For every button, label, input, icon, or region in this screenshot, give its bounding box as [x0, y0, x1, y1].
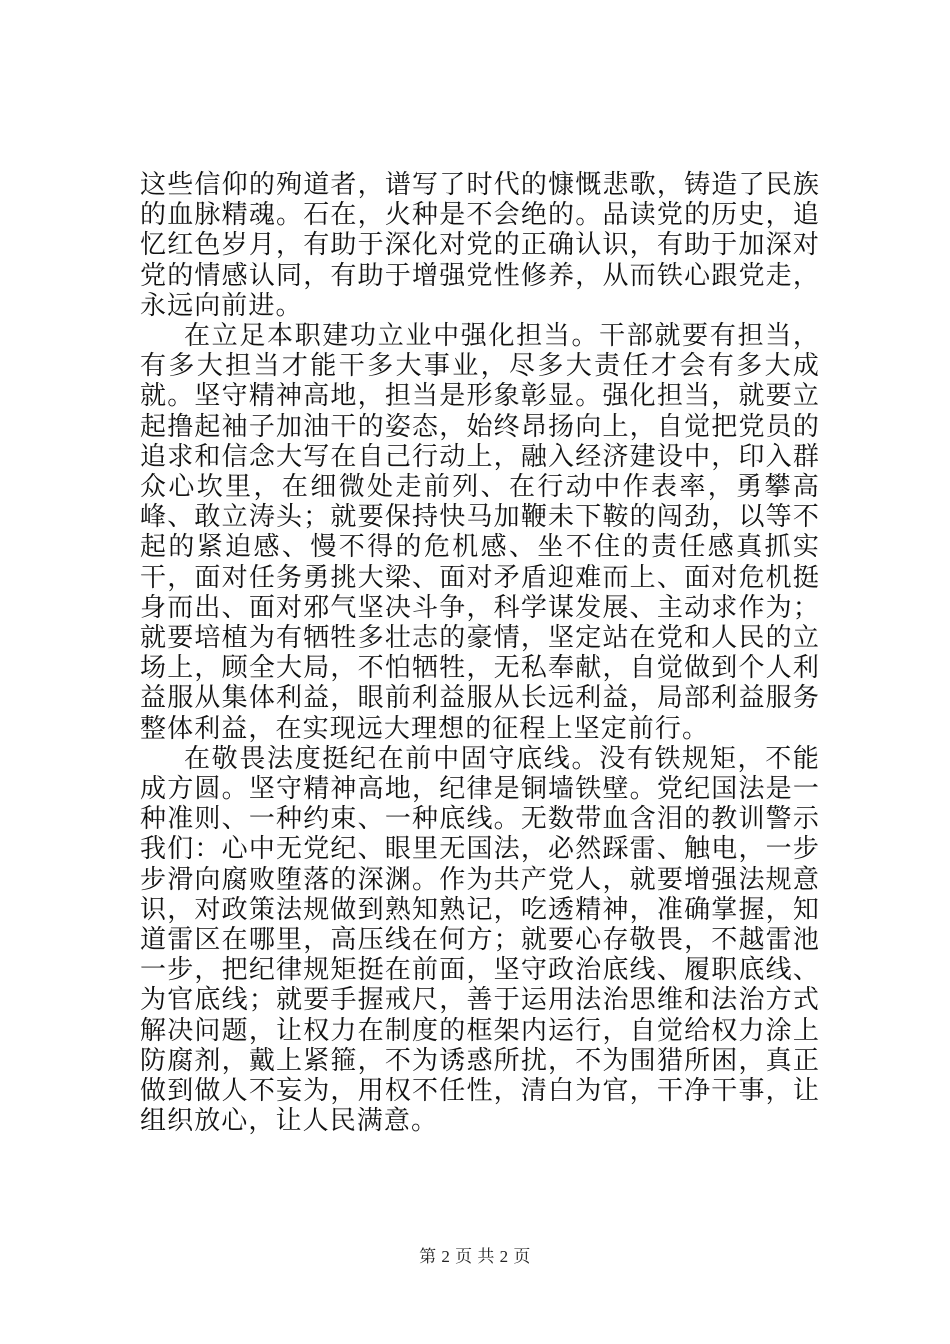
- paragraph-discipline: 在敬畏法度挺纪在前中固守底线。没有铁规矩，不能成方圆。坚守精神高地，纪律是铜墙铁壁。党纪国法是一种准则、一种约束、一种底线。无数带血含泪的教训警示我们：心中无党纪、眼里无国法，必然踩雷、触电，一步步滑向腐败堕落的深渊。作为共产党人，就要增强法规意识，对政策法规做到熟知熟记，吃透精神，准确掌握，知道雷区在哪里，高压线在何方；就要心存敬畏，不越雷池一步，把纪律规矩挺在前面，坚守政治底线、履职底线、为官底线；就要手握戒尺，善于运用法治思维和法治方式解决问题，让权力在制度的框架内运行，自觉给权力涂上防腐剂，戴上紧箍，不为诱惑所扰，不为围猎所困，真正做到做人不妄为，用权不任性，清白为官，干净干事，让组织放心，让人民满意。: [140, 743, 820, 1137]
- paragraph-responsibility: 在立足本职建功立业中强化担当。干部就要有担当，有多大担当才能干多大事业，尽多大责任才会有多大成就。坚守精神高地，担当是形象彰显。强化担当，就要立起撸起袖子加油干的姿态，始终昂扬向上，自觉把党员的追求和信念大写在自己行动上，融入经济建设中，印入群众心坎里，在细微处走前列、在行动中作表率，勇攀高峰、敢立涛头；就要保持快马加鞭未下鞍的闯劲，以等不起的紧迫感、慢不得的危机感、坐不住的责任感真抓实干，面对任务勇挑大梁、面对矛盾迎难而上、面对危机挺身而出、面对邪气坚决斗争，科学谋发展、主动求作为；就要培植为有牺牲多壮志的豪情，坚定站在党和人民的立场上，顾全大局，不怕牺牲，无私奉献，自觉做到个人利益服从集体利益，眼前利益服从长远利益，局部利益服务整体利益，在实现远大理想的征程上坚定前行。: [140, 321, 820, 744]
- page-footer: 第 2 页 共 2 页: [419, 1247, 531, 1266]
- paragraph-continuation: 这些信仰的殉道者，谱写了时代的慷慨悲歌，铸造了民族的血脉精魂。石在，火种是不会绝的。品读党的历史，追忆红色岁月，有助于深化对党的正确认识，有助于加深对党的情感认同，有助于增强党性修养，从而铁心跟党走，永远向前进。: [140, 170, 820, 321]
- document-body: [140, 170, 820, 1137]
